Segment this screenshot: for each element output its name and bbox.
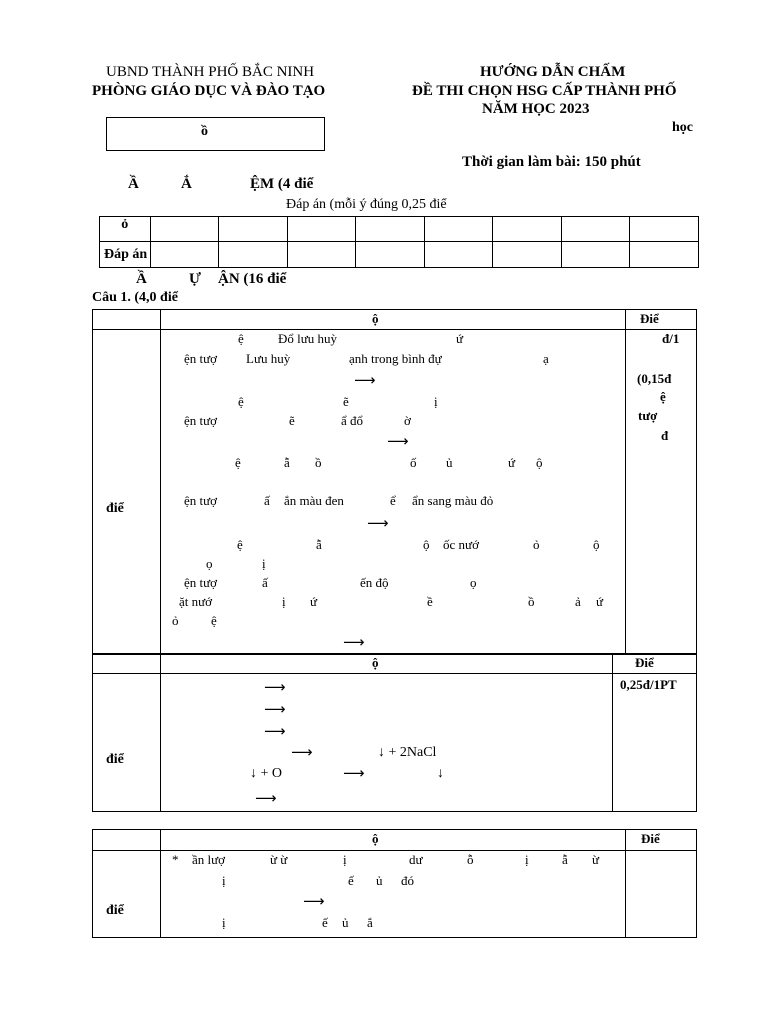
- code-box: [106, 117, 325, 151]
- answer-cell: [493, 217, 562, 242]
- table1-score-5: đ: [661, 428, 669, 443]
- t1-l6-e: ẩn sang màu đỏ: [412, 493, 494, 508]
- table2: [92, 653, 697, 812]
- reaction-arrow-icon: ⟶: [387, 432, 409, 450]
- t1-l10-d: ề: [427, 594, 433, 609]
- header-right-line1: HƯỚNG DẪN CHẤM: [480, 64, 626, 80]
- exam-time: Thời gian làm bài: 150 phút: [462, 154, 641, 170]
- t1-l10-c: ứ: [310, 594, 318, 609]
- t1-l6-c: ắn màu đen: [284, 493, 344, 508]
- t3-l1-g: ẫ: [562, 852, 568, 867]
- table1-col1: [160, 309, 161, 654]
- table1-left-label: điể: [106, 501, 124, 516]
- t1-l8-b: ị: [262, 556, 266, 571]
- answer-cell: [424, 217, 493, 242]
- header-left-line1: UBND THÀNH PHỐ BẮC NINH: [106, 64, 315, 80]
- t1-l5-d: ố: [410, 455, 417, 470]
- t3-l2-a: ị: [222, 873, 226, 888]
- reaction-arrow-icon: ⟶: [343, 764, 365, 782]
- t1-l10-e: ồ: [528, 594, 535, 609]
- table2-col1: [160, 653, 161, 811]
- t1-l10-a: ặt nướ: [179, 594, 213, 609]
- t3-l3-b: ế: [322, 915, 328, 930]
- table1-head-content: ộ: [372, 311, 379, 326]
- t1-l11-b: ệ: [211, 613, 217, 628]
- t1-l10-b: ị: [282, 594, 286, 609]
- answer-table: [99, 216, 699, 268]
- reaction-arrow-icon: ⟶: [343, 633, 365, 651]
- header-left-line2: PHÒNG GIÁO DỤC VÀ ĐÀO TẠO: [92, 83, 326, 99]
- t3-l1-d: dư: [409, 852, 423, 867]
- t2-line5-b: ↓: [437, 766, 444, 781]
- t3-l3-c: ủ: [342, 915, 349, 930]
- part1-note: Đáp án (mỗi ý đúng 0,25 điể: [286, 197, 447, 212]
- table2-head-content: ộ: [372, 655, 379, 670]
- table1-score-2: (0,15đ: [637, 371, 672, 386]
- t1-l2-b: Lưu huỳ: [246, 351, 291, 366]
- answer-cell: [630, 217, 699, 242]
- t3-l1-e: ỗ: [467, 852, 474, 867]
- table2-divider: [92, 673, 696, 674]
- t1-l7-f: ộ: [593, 537, 600, 552]
- t3-l1-a: ần lượ: [192, 852, 226, 867]
- t1-l6-a: ện tượ: [184, 493, 218, 508]
- t3-l3-a: ị: [222, 915, 226, 930]
- answer-cell: [287, 217, 356, 242]
- answer-cell: [219, 217, 288, 242]
- t1-l10-f: ả: [575, 594, 581, 609]
- table1-score-4: tượ: [638, 408, 658, 423]
- t1-l6-b: ấ: [264, 493, 270, 508]
- table3-col2: [625, 829, 626, 937]
- t1-l7-b: ẫ: [316, 537, 322, 552]
- part1-title-c: ỆM (4 điể: [250, 176, 314, 192]
- part2-title-b: Ự: [189, 271, 201, 287]
- table1-head-score: Điể: [640, 311, 659, 326]
- t1-l9-c: ến độ: [360, 575, 389, 590]
- reaction-arrow-icon: ⟶: [264, 722, 286, 740]
- t1-l7-a: ệ: [237, 537, 243, 552]
- reaction-arrow-icon: ⟶: [354, 371, 376, 389]
- table2-head-score: Điể: [635, 655, 654, 670]
- t1-l7-d: ốc nướ: [443, 537, 479, 552]
- header-right-line2: ĐỀ THI CHỌN HSG CẤP THÀNH PHỐ: [412, 83, 677, 99]
- table2-left-label: điể: [106, 752, 124, 767]
- t1-l2-a: ện tượ: [184, 351, 218, 366]
- t1-l1-b: Đổ lưu huỳ: [278, 331, 338, 346]
- t2-line4-text: ↓ + 2NaCl: [378, 745, 437, 760]
- t3-l1-c: ị: [343, 852, 347, 867]
- t1-l3-c: ị: [434, 394, 438, 409]
- reaction-arrow-icon: ⟶: [291, 743, 313, 761]
- t3-l1-f: ị: [525, 852, 529, 867]
- answer-row2-label: Đáp án: [100, 242, 151, 268]
- t1-l9-a: ện tượ: [184, 575, 218, 590]
- code-box-text: ồ: [201, 124, 208, 139]
- answer-cell: [356, 217, 425, 242]
- part2-title-c: ẬN (16 điể: [218, 271, 287, 287]
- t3-l2-d: đó: [401, 873, 414, 888]
- t1-l4-d: ờ: [404, 413, 411, 428]
- t1-l4-a: ện tượ: [184, 413, 218, 428]
- answer-cell: [219, 242, 288, 268]
- t1-l3-a: ệ: [238, 394, 244, 409]
- table1-divider: [92, 329, 696, 330]
- table1-col2: [625, 309, 626, 654]
- table3-col1: [160, 829, 161, 937]
- t1-l5-c: ồ: [315, 455, 322, 470]
- table1-score-1: đ/1: [662, 331, 680, 346]
- table3: [92, 829, 697, 938]
- table3-divider: [92, 850, 696, 851]
- t3-l1-b: ừ ừ: [270, 852, 288, 867]
- t3-star: *: [172, 852, 179, 867]
- reaction-arrow-icon: ⟶: [367, 514, 389, 532]
- table3-head-score: Điể: [641, 831, 660, 846]
- t1-l1-c: ứ: [456, 331, 464, 346]
- t3-l3-d: ắ: [367, 915, 373, 930]
- t3-l2-b: ế: [348, 873, 354, 888]
- t1-l4-c: ẩ đổ: [341, 413, 364, 428]
- t1-l4-b: ẽ: [289, 413, 295, 428]
- answer-cell: [287, 242, 356, 268]
- t2-line5-a: ↓ + O: [250, 766, 283, 781]
- t1-l2-d: ạ: [543, 351, 549, 366]
- table3-head-content: ộ: [372, 831, 379, 846]
- t1-l7-c: ộ: [423, 537, 430, 552]
- table1-score-3: ệ: [660, 389, 666, 404]
- answer-cell: [356, 242, 425, 268]
- t1-l10-g: ứ: [596, 594, 604, 609]
- t1-l7-e: ỏ: [533, 537, 540, 552]
- t1-l2-c: ạnh trong bình đự: [349, 351, 442, 366]
- answer-cell: [150, 217, 219, 242]
- reaction-arrow-icon: ⟶: [264, 700, 286, 718]
- table3-left-label: điể: [106, 903, 124, 918]
- answer-cell: [630, 242, 699, 268]
- t1-l5-f: ứ: [508, 455, 516, 470]
- t1-l9-b: ấ: [262, 575, 268, 590]
- t3-l2-c: ủ: [376, 873, 383, 888]
- answer-cell: [493, 242, 562, 268]
- header-right-line4: học: [672, 120, 693, 135]
- t1-l5-b: ẫ: [284, 455, 290, 470]
- t1-l8-a: ọ: [206, 556, 213, 571]
- answer-row1-label: ỏ: [100, 217, 151, 242]
- table2-score: 0,25đ/1PT: [620, 677, 677, 692]
- reaction-arrow-icon: ⟶: [264, 678, 286, 696]
- t1-l3-b: ẽ: [343, 394, 349, 409]
- t1-l5-g: ộ: [536, 455, 543, 470]
- t1-l11-a: ỏ: [172, 613, 179, 628]
- reaction-arrow-icon: ⟶: [255, 789, 277, 807]
- t1-l1-a: ệ: [238, 331, 244, 346]
- part1-title-a: Ầ: [128, 176, 139, 192]
- header-right-line3: NĂM HỌC 2023: [482, 101, 590, 117]
- answer-cell: [561, 242, 630, 268]
- question1-title: Câu 1. (4,0 điể: [92, 290, 178, 305]
- table2-col2: [612, 653, 613, 811]
- t3-l1-h: ừ: [592, 852, 600, 867]
- reaction-arrow-icon: ⟶: [303, 892, 325, 910]
- answer-cell: [424, 242, 493, 268]
- answer-cell: [150, 242, 219, 268]
- t1-l5-e: ủ: [446, 455, 453, 470]
- answer-cell: [561, 217, 630, 242]
- t1-l5-a: ệ: [235, 455, 241, 470]
- t1-l6-d: ể: [390, 493, 396, 508]
- part2-title-a: Ầ: [136, 271, 147, 287]
- part1-title-b: Ắ: [181, 176, 192, 192]
- t1-l9-d: ọ: [470, 575, 477, 590]
